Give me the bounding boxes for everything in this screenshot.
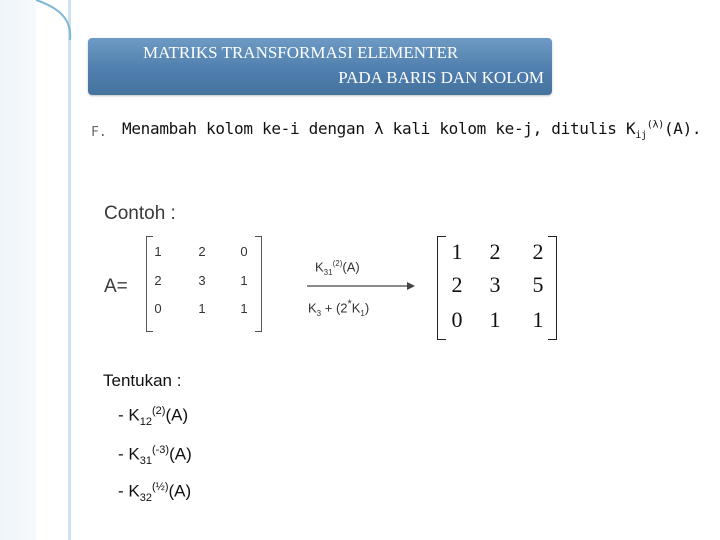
matrix-a-cell: 1 (154, 244, 162, 259)
list-marker: F. (91, 125, 107, 140)
statement-text (122, 119, 701, 141)
matrix-a-cell: 2 (154, 273, 162, 288)
task-item (118, 405, 188, 428)
task-sub: 12 (139, 416, 152, 429)
task-sub: 31 (139, 455, 152, 468)
statement-tail: (A). (663, 119, 702, 138)
tasks-heading: Tentukan : (103, 371, 182, 390)
matrix-result-cell: 2 (489, 239, 501, 264)
example-heading: Contoh : (104, 203, 176, 224)
matrix-a-cell: 1 (198, 301, 206, 316)
matrix-a-cell: 0 (154, 301, 162, 316)
decorative-curve (0, 0, 80, 40)
op1-tail: (A) (342, 259, 360, 275)
task-tail: (A) (165, 405, 189, 425)
task-tail: (A) (169, 444, 192, 464)
op1-sup: (2) (332, 259, 343, 268)
task-sup: (-3) (151, 444, 170, 456)
task-sup: (½) (151, 481, 169, 493)
matrix-result-cell: 2 (451, 272, 463, 297)
left-rule (68, 0, 71, 540)
op2-base2: K (351, 300, 361, 316)
task-prefix: - K (118, 405, 140, 425)
matrix-a-cell: 1 (240, 273, 248, 288)
matrix-result-cell: 5 (532, 272, 544, 297)
operation-label-top (315, 259, 360, 277)
matrix-a-right-bracket (255, 236, 262, 332)
task-prefix: - K (118, 481, 140, 501)
task-sub: 32 (139, 492, 152, 505)
operation-label-bottom (308, 298, 369, 318)
matrix-a (146, 236, 262, 332)
title-box (88, 38, 552, 95)
matrix-result (437, 236, 557, 340)
matrix-a-cell: 0 (240, 244, 248, 259)
op2-mid: + (2 (321, 300, 348, 316)
matrix-result-cell: 1 (532, 307, 544, 332)
op2-tail: ) (364, 300, 370, 316)
task-item (118, 481, 191, 504)
matrix-a-cell: 1 (240, 301, 248, 316)
matrix-result-cell: 3 (489, 272, 501, 297)
matrix-result-cell: 1 (489, 307, 501, 332)
title-line-1: MATRIKS TRANSFORMASI ELEMENTER (143, 43, 459, 62)
matrix-result-cell: 1 (451, 239, 463, 264)
matrix-a-label: A= (104, 276, 128, 297)
statement-sub: ij (635, 130, 647, 142)
task-sup: (2) (151, 405, 166, 417)
task-item (118, 444, 192, 467)
side-band (0, 0, 36, 540)
op1-sub: 31 (323, 267, 333, 277)
op1-base: K (315, 259, 324, 275)
op2-sub1: 3 (316, 308, 322, 318)
title-line-2: PADA BARIS DAN KOLOM (338, 68, 544, 87)
matrix-result-cell: 0 (451, 307, 463, 332)
statement-main: Menambah kolom ke-i dengan λ kali kolom ke-j, ditulis K (122, 119, 636, 138)
matrix-a-cell: 3 (198, 273, 206, 288)
right-arrow-icon (305, 279, 417, 293)
op2-star: * (347, 298, 352, 310)
task-prefix: - K (118, 444, 140, 464)
matrix-result-cell: 2 (532, 239, 544, 264)
statement-sup: (λ) (646, 119, 664, 131)
matrix-a-cell: 2 (198, 244, 206, 259)
op2-sub2: 1 (360, 308, 365, 318)
op2-base1: K (308, 300, 317, 316)
task-tail: (A) (168, 481, 192, 501)
